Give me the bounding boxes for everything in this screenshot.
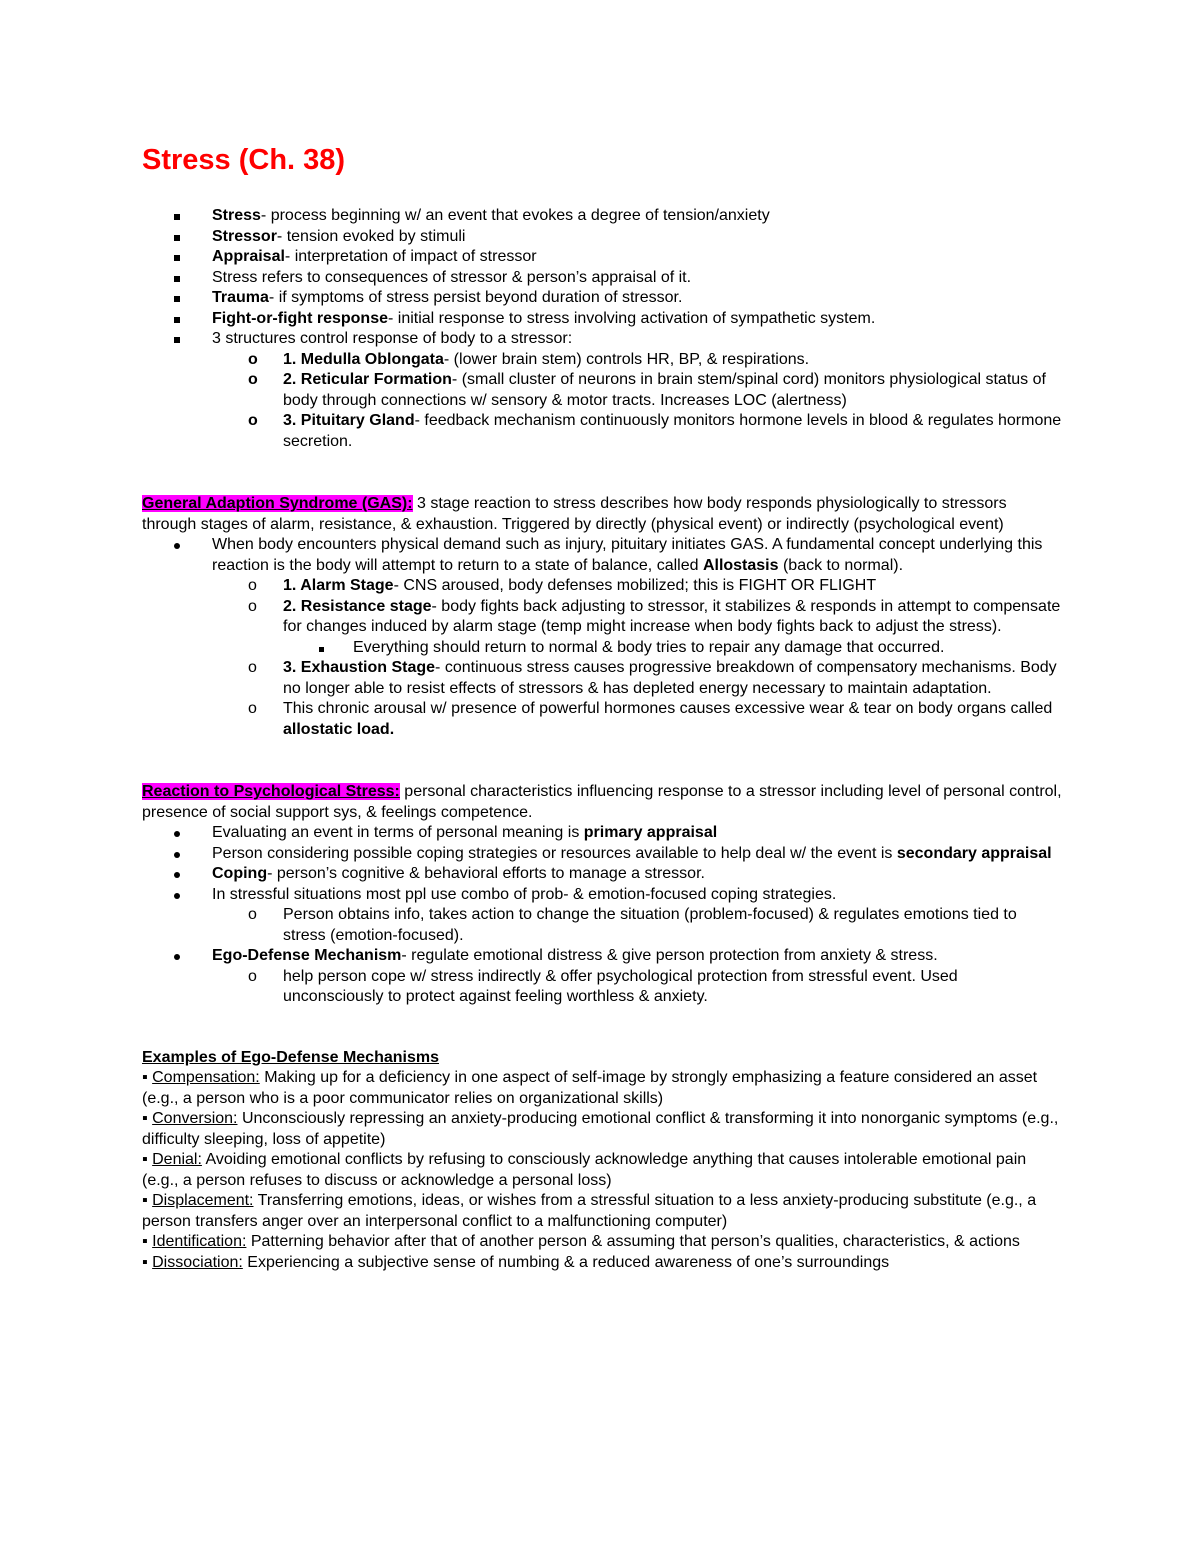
definition: Evaluating an event in terms of personal meaning is xyxy=(212,824,584,841)
definition: - initial response to stress involving activation of sympathetic system. xyxy=(387,309,876,327)
bullet-icon xyxy=(174,206,180,227)
definition: When body encounters physical demand such as injury, pituitary initiates GAS. A fundamental concept underlying this reaction is the body will attempt to return to a state of balance, called xyxy=(212,536,1043,574)
definition: - (small cluster of neurons in brain stem/spinal cord) monitors physiological status of body through connections w/ sensory & motor tracts. Increases LOC (alertness) xyxy=(283,371,1046,409)
definition: - person’s cognitive & behavioral efforts to manage a stressor. xyxy=(267,865,705,882)
definition: Stress refers to consequences of stressor & person’s appraisal of it. xyxy=(212,268,692,286)
square-bullet-icon: ▪ xyxy=(142,1233,153,1250)
stress-definitions-list xyxy=(142,206,1062,452)
example-term: Dissociation: xyxy=(152,1253,243,1271)
square-bullet-icon: ▪ xyxy=(142,1069,153,1086)
circle-bullet-icon: o xyxy=(248,350,258,368)
term: 2. Reticular Formation xyxy=(283,371,452,388)
example-term: Compensation: xyxy=(152,1069,260,1086)
example-text: Unconsciously repressing an anxiety-producing emotional conflict & transforming it into nonorganic symptoms (e.g., difficulty sleeping, loss of appetite) xyxy=(142,1110,1059,1148)
definition: - regulate emotional distress & give person protection from anxiety & stress. xyxy=(401,947,938,964)
definition: - tension evoked by stimuli xyxy=(276,227,466,245)
list-item xyxy=(142,535,1062,576)
list-item xyxy=(142,309,1062,330)
document-page xyxy=(142,142,1062,1273)
square-bullet-icon xyxy=(319,638,324,659)
term: Allostasis xyxy=(702,556,779,574)
bullet-icon xyxy=(174,864,180,885)
sub-list-item xyxy=(142,905,1062,946)
square-bullet-icon: ▪ xyxy=(142,1192,153,1209)
examples-heading: Examples of Ego-Defense Mechanisms xyxy=(142,1048,439,1066)
definition: Person considering possible coping strategies or resources available to help deal w/ the event is xyxy=(212,844,897,862)
example-text: Experiencing a subjective sense of numbing & a reduced awareness of one’s surroundings xyxy=(242,1253,890,1271)
sub-list-item xyxy=(142,370,1062,411)
number: 2. xyxy=(283,597,301,615)
definition: - if symptoms of stress persist beyond duration of stressor. xyxy=(268,289,683,306)
definition: (back to normal). xyxy=(778,556,904,574)
term: Ego-Defense Mechanism xyxy=(212,947,402,964)
bullet-icon xyxy=(174,268,180,289)
term: Stress xyxy=(212,207,261,224)
list-item xyxy=(142,227,1062,248)
example-text: Making up for a deficiency in one aspect of self-image by strongly emphasizing a feature considered an asset (e.g., a person who is a poor communicator relies on organizational skills) xyxy=(142,1069,1038,1107)
circle-bullet-icon: o xyxy=(248,371,258,388)
square-bullet-icon: ▪ xyxy=(142,1151,153,1168)
sub-list-item xyxy=(142,411,1062,452)
square-bullet-icon: ▪ xyxy=(142,1253,153,1271)
definition: - process beginning w/ an event that evokes a degree of tension/anxiety xyxy=(260,207,770,224)
list-item xyxy=(142,206,1062,227)
example-item xyxy=(142,1109,1062,1150)
list-item xyxy=(142,329,1062,350)
example-text: Transferring emotions, ideas, or wishes from a stressful situation to a less anxiety-producing substitute (e.g., a person transfers anger over an interpersonal conflict to a malfunctioning computer) xyxy=(142,1192,1037,1230)
bullet-icon xyxy=(174,288,180,309)
paragraph-text: 3 stage reaction to stress describes how body responds physiologically to stressors through stages of alarm, resistance, & exhaustion. Triggered by directly (physical event) or indirectly (psychological event) xyxy=(142,495,1007,533)
list-item xyxy=(142,823,1062,844)
bullet-icon xyxy=(174,535,180,556)
bullet-icon xyxy=(174,946,180,967)
list-item xyxy=(142,247,1062,268)
rps-list xyxy=(142,823,1062,1008)
sub-list-item xyxy=(142,699,1062,740)
section-heading: Reaction to Psychological Stress: xyxy=(142,783,400,800)
square-bullet-icon: ▪ xyxy=(142,1110,153,1127)
definition: help person cope w/ stress indirectly & offer psychological protection from stressful event. Used unconsciously to protect against feeling worthless & anxiety. xyxy=(283,967,958,1005)
examples-list xyxy=(142,1068,1062,1273)
term: primary appraisal xyxy=(583,824,718,841)
example-item xyxy=(142,1150,1062,1191)
definition: This chronic arousal w/ presence of powerful hormones causes excessive wear & tear on body organs called xyxy=(283,700,1053,717)
rps-paragraph xyxy=(142,782,1062,823)
sub-sub-list-item xyxy=(142,638,1062,659)
term: Appraisal xyxy=(212,248,285,265)
circle-bullet-icon: o xyxy=(248,700,257,717)
list-item xyxy=(142,946,1062,967)
example-item xyxy=(142,1232,1062,1253)
definition: - body fights back adjusting to stressor, it stabilizes & responds in attempt to compensate for changes induced by alarm stage (temp might increase when body fights back to adjust the stress). xyxy=(283,597,1061,635)
example-text: Patterning behavior after that of another person & assuming that person’s qualities, characteristics, & actions xyxy=(246,1233,1020,1250)
example-term: Denial: xyxy=(152,1151,202,1168)
term: 3. Exhaustion Stage xyxy=(283,659,436,676)
circle-bullet-icon: o xyxy=(248,906,257,923)
example-item xyxy=(142,1068,1062,1109)
example-text: Avoiding emotional conflicts by refusing to consciously acknowledge anything that causes intolerable emotional pain (e.g., a person refuses to discuss or acknowledge a personal loss) xyxy=(142,1151,1027,1189)
term: Coping xyxy=(212,865,268,882)
sub-list-item xyxy=(142,658,1062,699)
example-term: Identification: xyxy=(152,1233,247,1250)
example-term: Displacement: xyxy=(152,1192,254,1209)
section-heading: General Adaption Syndrome (GAS): xyxy=(142,495,413,512)
term: 1. Medulla Oblongata xyxy=(283,350,444,368)
list-item xyxy=(142,885,1062,906)
paragraph-text: personal characteristics influencing response to a stressor including level of personal control, presence of social support sys, & feelings competence. xyxy=(142,783,1062,821)
circle-bullet-icon: o xyxy=(248,597,257,615)
bullet-icon xyxy=(174,329,180,350)
circle-bullet-icon: o xyxy=(248,659,257,676)
circle-bullet-icon: o xyxy=(248,967,257,985)
definition: - CNS aroused, body defenses mobilized; this is FIGHT OR FLIGHT xyxy=(393,577,877,594)
definition: Person obtains info, takes action to change the situation (problem-focused) & regulates emotions tied to stress (emotion-focused). xyxy=(283,906,1017,944)
term: secondary appraisal xyxy=(896,844,1052,862)
list-item xyxy=(142,288,1062,309)
sub-list-item xyxy=(142,576,1062,597)
term: Trauma xyxy=(212,289,269,306)
sub-list-item xyxy=(142,967,1062,1008)
example-term: Conversion: xyxy=(152,1110,238,1127)
definition: In stressful situations most ppl use combo of prob- & emotion-focused coping strategies. xyxy=(212,885,837,903)
term: 1. Alarm Stage xyxy=(283,577,394,594)
list-item xyxy=(142,864,1062,885)
bullet-icon xyxy=(174,823,180,844)
bullet-icon xyxy=(174,309,180,330)
list-item xyxy=(142,844,1062,865)
example-item xyxy=(142,1191,1062,1232)
bullet-icon xyxy=(174,885,180,906)
document-title: Stress (Ch. 38) xyxy=(142,144,346,176)
list-item xyxy=(142,268,1062,289)
example-item xyxy=(142,1253,1062,1274)
definition: - (lower brain stem) controls HR, BP, & respirations. xyxy=(443,350,810,368)
term: allostatic load. xyxy=(283,720,395,738)
sub-list-item xyxy=(142,597,1062,638)
term: Resistance stage xyxy=(300,597,432,615)
definition: Everything should return to normal & body tries to repair any damage that occurred. xyxy=(353,638,945,656)
term: Fight-or-fight response xyxy=(212,309,388,327)
definition: 3 structures control response of body to a stressor: xyxy=(212,330,573,347)
definition: - interpretation of impact of stressor xyxy=(284,248,537,265)
term: 3. Pituitary Gland xyxy=(283,412,415,429)
circle-bullet-icon: o xyxy=(248,577,257,594)
bullet-icon xyxy=(174,844,180,865)
definition: - feedback mechanism continuously monitors hormone levels in blood & regulates hormone secretion. xyxy=(283,412,1062,450)
gas-list xyxy=(142,535,1062,740)
bullet-icon xyxy=(174,247,180,268)
sub-list-item xyxy=(142,350,1062,371)
bullet-icon xyxy=(174,227,180,248)
definition: - continuous stress causes progressive breakdown of compensatory mechanisms. Body no longer able to resist effects of stressors & has depleted energy necessary to maintain adaptation. xyxy=(283,659,1057,697)
circle-bullet-icon: o xyxy=(248,412,258,429)
gas-paragraph xyxy=(142,494,1062,535)
term: Stressor xyxy=(212,227,277,245)
